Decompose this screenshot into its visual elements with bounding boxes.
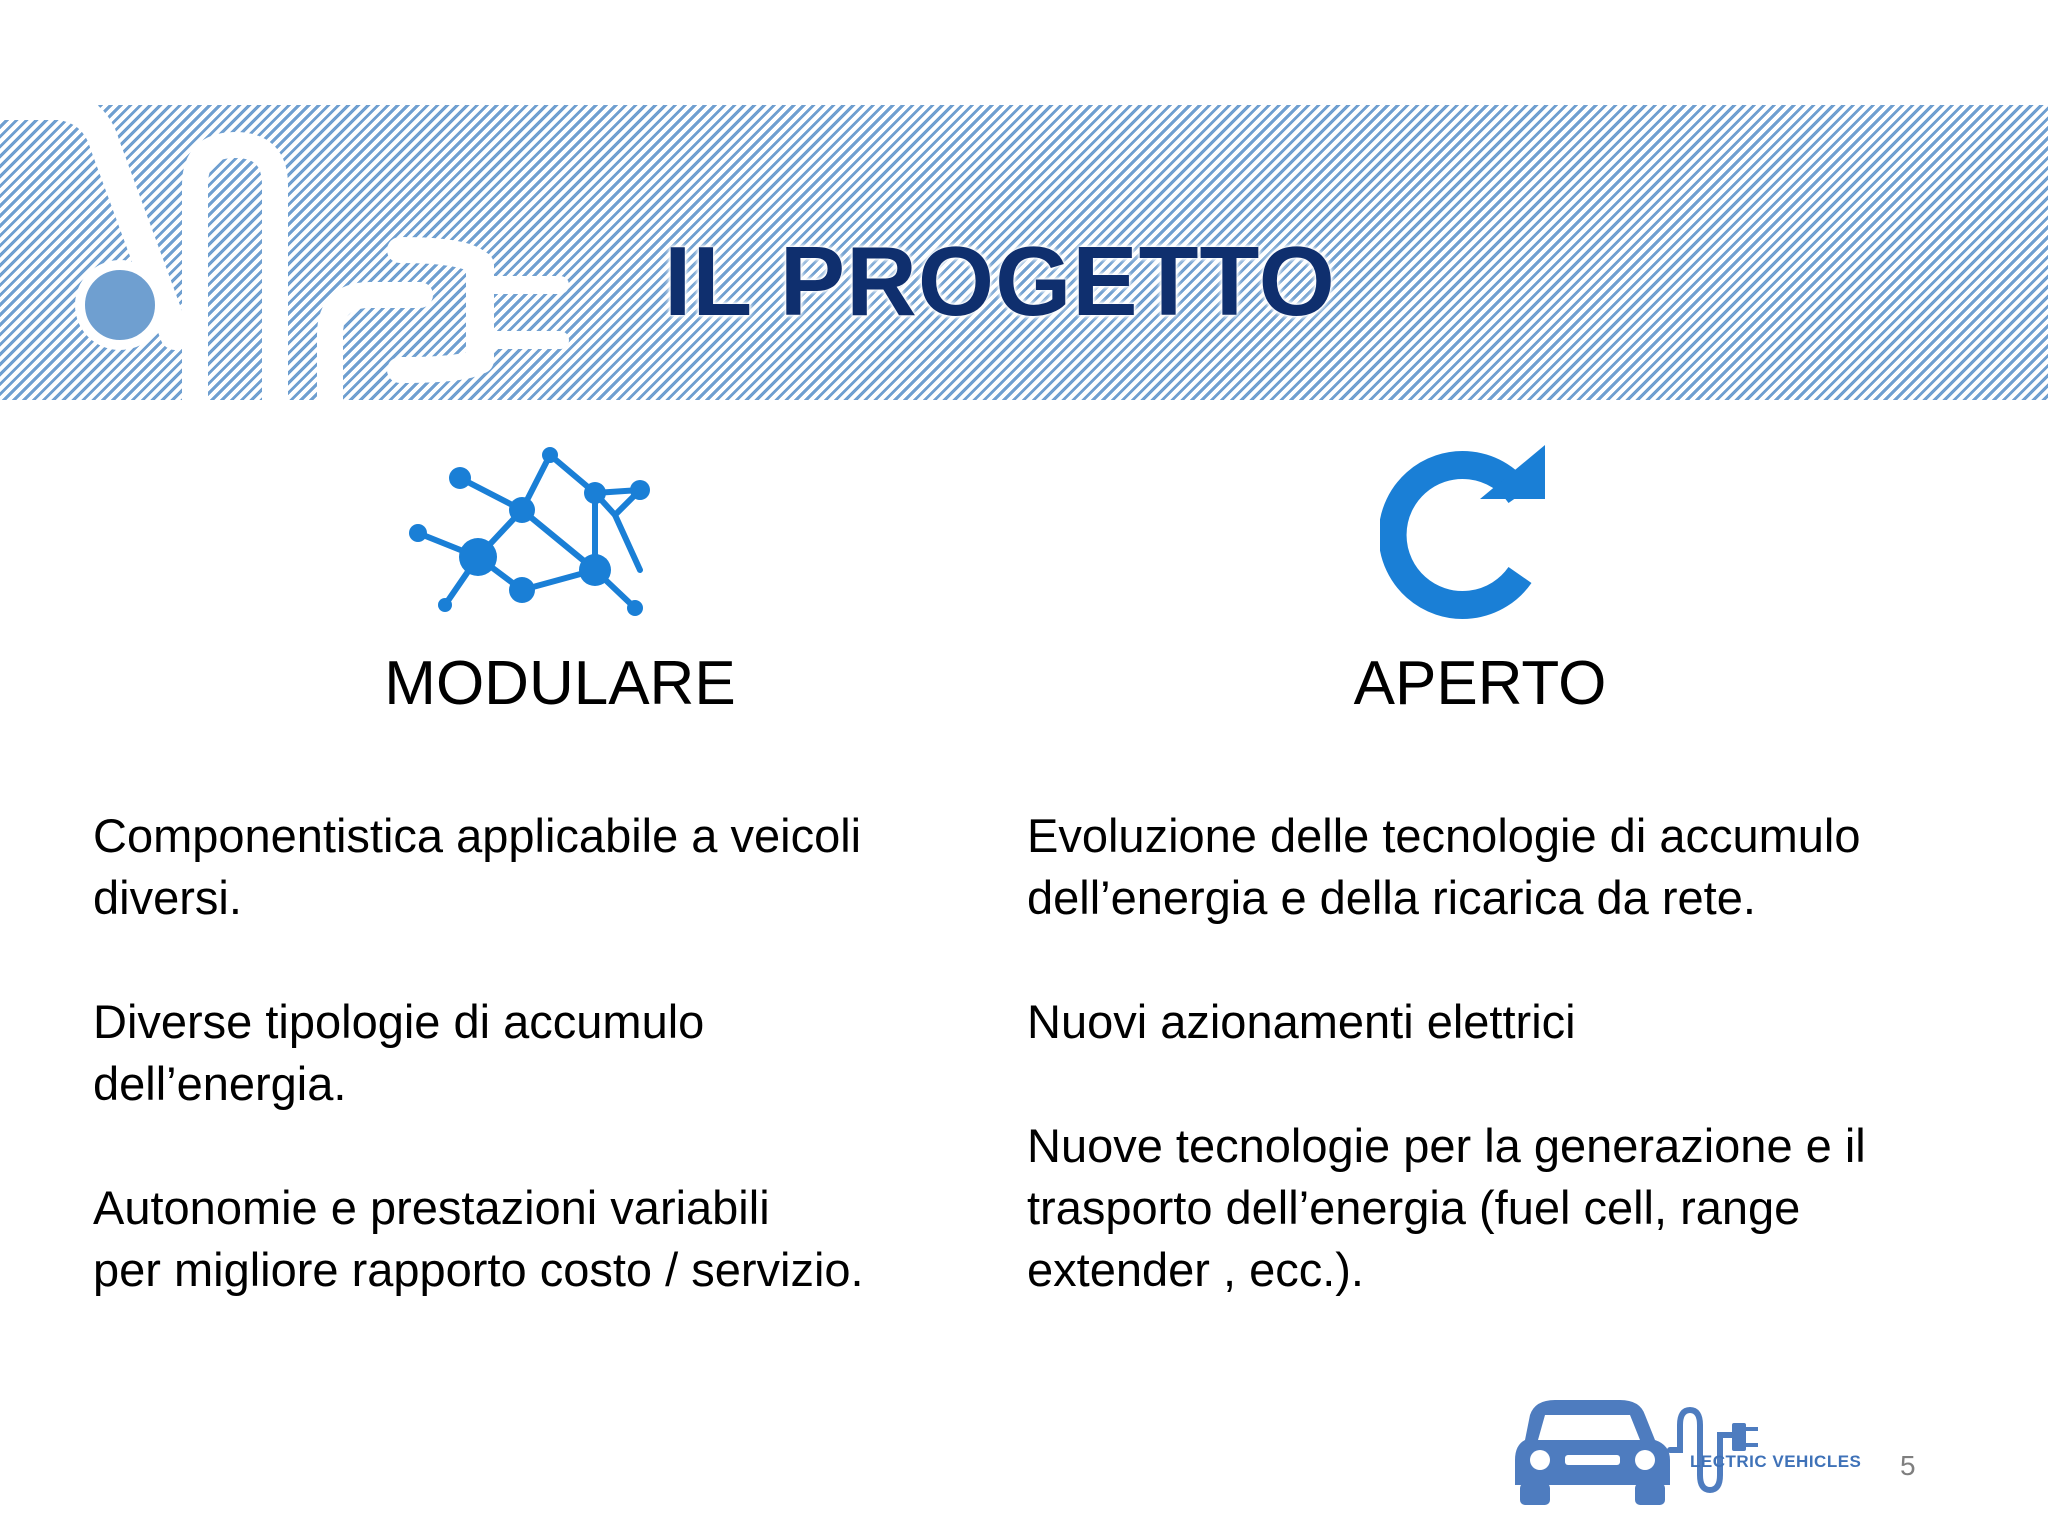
- slide-title-text: IL PROGETTO: [664, 226, 1336, 336]
- heading-modulare: MODULARE: [384, 649, 736, 718]
- page-number: 5: [1900, 1450, 1916, 1481]
- slide-title: [0, 226, 2048, 336]
- heading-aperto: APERTO: [1353, 649, 1607, 718]
- refresh-icon: [1380, 445, 1555, 620]
- left-paragraph-1: Componentistica applicabile a veicoli diversi.: [93, 809, 862, 924]
- left-paragraph-2: Diverse tipologie di accumulo dell’energia.: [93, 995, 705, 1110]
- network-icon: [400, 445, 700, 620]
- logo-text: LECTRIC VEHICLES: [1690, 1452, 1862, 1471]
- left-paragraph-3: Autonomie e prestazioni variabili per migliore rapporto costo / servizio.: [93, 1181, 864, 1296]
- left-column-text: [93, 805, 993, 1301]
- right-paragraph-3: Nuove tecnologie per la generazione e il trasporto dell’energia (fuel cell, range extender , ecc.).: [1027, 1119, 1866, 1296]
- right-paragraph-2: Nuovi azionamenti elettrici: [1027, 995, 1576, 1048]
- right-paragraph-1: Evoluzione delle tecnologie di accumulo dell’energia e della ricarica da rete.: [1027, 809, 1861, 924]
- right-column-text: [1027, 805, 1987, 1301]
